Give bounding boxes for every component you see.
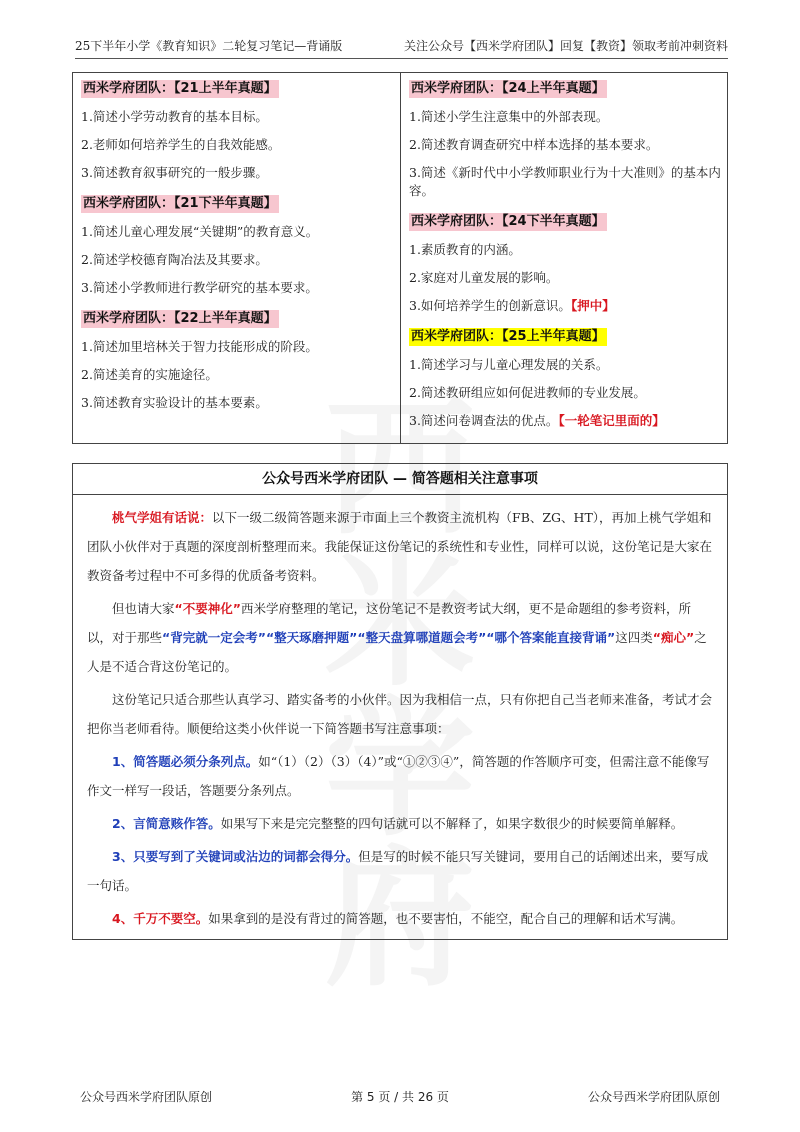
caution-paragraph	[87, 594, 713, 681]
header-left-text: 25下半年小学《教育知识》二轮复习笔记—背诵版	[75, 39, 343, 53]
highlight-red: “痴心”	[652, 630, 695, 645]
section-25-first-half	[409, 325, 721, 430]
note-tag: 【一轮笔记里面的】	[558, 413, 665, 428]
left-column	[73, 73, 401, 443]
list-item: 3.简述《新时代中小学教师职业行为十大准则》的基本内容。	[409, 165, 721, 198]
hit-tag: 【押中】	[570, 298, 615, 313]
page-footer	[80, 1088, 720, 1105]
section-title: 西米学府团队：【22上半年真题】	[83, 311, 277, 326]
list-item: 2.简述教研组应如何促进教师的专业发展。	[409, 385, 646, 400]
section-24-second-half	[409, 210, 721, 315]
text-run: 这四类	[615, 630, 653, 645]
rule-4	[87, 904, 713, 933]
section-24-first-half	[409, 77, 721, 200]
header-right-text: 关注公众号【西米学府团队】回复【教资】领取考前冲刺资料	[403, 39, 728, 53]
section-title: 西米学府团队：【21下半年真题】	[83, 196, 277, 211]
rule-text: 如果拿到的是没有背过的简答题，也不要害怕，不能空，配合自己的理解和话术写满。	[208, 911, 684, 926]
section-title: 西米学府团队：【24上半年真题】	[411, 81, 605, 96]
section-title: 西米学府团队：【21上半年真题】	[83, 81, 277, 96]
highlight-blue: “背完就一定会考”“整天琢磨押题”“整天盘算哪道题会考”“哪个答案能直接背诵”	[162, 630, 616, 645]
section-22-first-half	[81, 307, 394, 412]
list-item: 3.简述小学教师进行教学研究的基本要求。	[81, 280, 318, 295]
text-run: 西米学府整理的笔记，这份笔记不是教资考试大纲，更不是命题组的参考资料，所以，对于那些	[87, 601, 691, 645]
section-21-first-half	[81, 77, 394, 182]
rule-text: 如果写下来是完完整整的四句话就可以不解释了，如果字数很少的时候要简单解释。	[220, 816, 684, 831]
list-item: 2.简述教育调查研究中样本选择的基本要求。	[409, 137, 659, 152]
rule-lead: 3、只要写到了关键词或沾边的词都会得分。	[112, 849, 359, 864]
list-item: 2.简述美育的实施途径。	[81, 367, 218, 382]
text-run: 但也请大家	[112, 601, 175, 616]
list-item: 2.简述学校德育陶冶法及其要求。	[81, 252, 268, 267]
section-title: 西米学府团队：【24下半年真题】	[411, 214, 605, 229]
right-column	[401, 73, 727, 443]
highlight-red: “不要神化”	[174, 601, 241, 616]
list-item	[409, 412, 721, 430]
rule-lead: 4、千万不要空。	[112, 911, 209, 926]
page-number: 第 5 页 / 共 26 页	[351, 1090, 449, 1104]
list-item: 1.简述学习与儿童心理发展的关系。	[409, 357, 609, 372]
list-item	[409, 297, 721, 315]
intro-paragraph	[87, 503, 713, 590]
list-item: 1.素质教育的内涵。	[409, 242, 521, 257]
notes-body	[73, 495, 727, 933]
list-item: 2.家庭对儿童发展的影响。	[409, 270, 559, 285]
rule-text: 如“（1）（2）（3）（4）”或“①②③④”，简答题的作答顺序可变，但需注意不能像写作文一样写一段话，答题要分条列点。	[87, 754, 710, 798]
page-header	[75, 36, 728, 59]
section-21-second-half	[81, 192, 394, 297]
notes-box	[72, 463, 728, 940]
rule-lead: 1、简答题必须分条列点。	[112, 754, 259, 769]
notes-title: 公众号西米学府团队 — 简答题相关注意事项	[73, 464, 727, 495]
item-text: 3.如何培养学生的创新意识。	[409, 298, 571, 313]
list-item: 1.简述加里培林关于智力技能形成的阶段。	[81, 339, 318, 354]
rule-text: 但是写的时候不能只写关键词，要用自己的话阐述出来，要写成一句话。	[87, 849, 709, 893]
footer-right: 公众号西米学府团队原创	[587, 1090, 720, 1104]
list-item: 1.简述小学劳动教育的基本目标。	[81, 109, 268, 124]
exam-questions-table	[72, 72, 728, 444]
list-item: 1.简述小学生注意集中的外部表现。	[409, 109, 609, 124]
intro-text: 以下一级二级简答题来源于市面上三个教资主流机构（FB、ZG、HT），再加上桃气学姐和团队小伙伴对于真题的深度剖析整理而来。我能保证这份笔记的系统性和专业性，同样可以说，这份笔记是大家在教资备考过程中不可多得的优质备考资料。	[87, 510, 713, 583]
rule-2	[87, 809, 713, 838]
list-item: 3.简述教育叙事研究的一般步骤。	[81, 165, 268, 180]
list-item: 2.老师如何培养学生的自我效能感。	[81, 137, 281, 152]
rule-1	[87, 747, 713, 805]
rule-3	[87, 842, 713, 900]
footer-left: 公众号西米学府团队原创	[80, 1090, 213, 1104]
item-text: 3.简述问卷调查法的优点。	[409, 413, 559, 428]
section-title: 西米学府团队：【25上半年真题】	[411, 329, 605, 344]
intro-lead: 桃气学姐有话说：	[112, 510, 213, 525]
audience-paragraph: 这份笔记只适合那些认真学习、踏实备考的小伙伴。因为我相信一点，只有你把自己当老师来准备，考试才会把你当老师看待。顺便给这类小伙伴说一下简答题书写注意事项：	[87, 692, 713, 736]
rule-lead: 2、言简意赅作答。	[112, 816, 221, 831]
list-item: 3.简述教育实验设计的基本要素。	[81, 395, 268, 410]
text-run: 之人是不适合背这份笔记的。	[87, 630, 707, 674]
list-item: 1.简述儿童心理发展“关键期”的教育意义。	[81, 224, 319, 239]
